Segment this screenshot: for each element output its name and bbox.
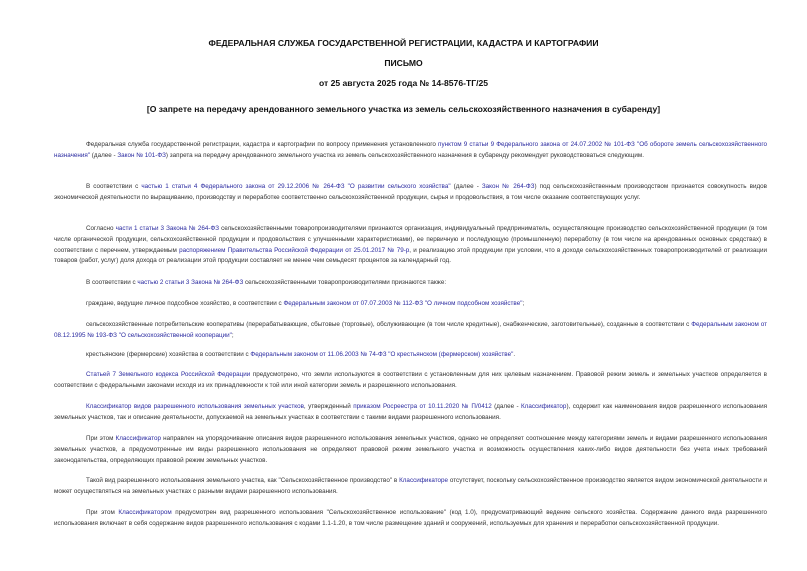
text: предусмотрен вид разрешенного использования "Сельскохозяйственное использование" (код 1.0), предусматривающий ведение сельского хозяйства. Содержание данного вида разрешенного использования включает в себя содержание видов разрешенного использования с кодами 1.1-1.20, в том числе размещение зданий и сооружений, используемых для хранения и переработки сельскохозяйственной продукции.	[54, 509, 767, 527]
text: сельскохозяйственными товаропроизводителями признаются также:	[243, 279, 447, 286]
text: сельскохозяйственными товаропроизводителями признаются организация, индивидуальный предприниматель, осуществляющие производство сельскохозяйственной продукции (в том числе органической продукции, сельскохозяйственной продукции и продовольствия с улучшенными характеристиками), ее первичную и последующую (промышленную) переработку (в том числе на арендованных основных средствах) в соответствии с перечнем, утверждаемым	[54, 225, 767, 254]
link-government-order-79r[interactable]: распоряжением Правительства Российской Федерации от 25.01.2017 № 79-р	[179, 246, 410, 254]
link-classifier[interactable]: Классификатором	[118, 509, 172, 516]
link-classifier[interactable]: Классификатор видов разрешенного использования земельных участков	[86, 403, 304, 410]
text: При этом	[86, 435, 116, 442]
paragraph-4	[54, 278, 767, 289]
paragraph-3	[54, 224, 767, 267]
text: ;	[522, 300, 525, 307]
text: .	[513, 351, 516, 358]
link-law-264-fz-art3-part2[interactable]: частью 2 статьи 3 Закона № 264-ФЗ	[137, 279, 244, 286]
paragraph-10	[54, 434, 767, 466]
text: Такой вид разрешенного использования земельного участка, как "Сельскохозяйственное производство" в	[86, 477, 400, 484]
text: ) запрета на передачу арендованного земельного участка из земель сельскохозяйственного назначения в субаренду рекомендует руководствоваться следующим.	[165, 151, 644, 159]
paragraph-12	[54, 508, 767, 530]
text: предусмотрено, что земли используются в соответствии с установленным для них целевым назначением. Правовой режим земель и земельных участков определяется в соответствии с федеральными законами исходя из их принадлежности к той или иной категории земель и разрешенного использования.	[54, 371, 767, 389]
paragraph-6	[54, 320, 767, 342]
text: , утвержденный	[303, 403, 354, 410]
link-law-264-fz[interactable]: Закон № 264-ФЗ	[481, 183, 535, 190]
paragraph-11	[54, 476, 767, 498]
link-law-74-fz[interactable]: Федеральным законом от 11.06.2003 № 74-ФЗ "О крестьянском (фермерском) хозяйстве"	[250, 351, 514, 358]
text: граждане, ведущие личное подсобное хозяйство, в соответствии с	[86, 300, 284, 307]
text: В соответствии с	[86, 279, 138, 286]
text: отсутствует, поскольку сельскохозяйственное производство является видом экономической деятельности и может осуществляться на земельных участках с разными видами разрешенного использования.	[54, 477, 768, 495]
link-law-101-fz-art9[interactable]: пунктом 9 статьи 9 Федерального закона от 24.07.2002 № 101-ФЗ "Об обороте земель сельскохозяйственного назначения"	[54, 141, 767, 159]
paragraph-1	[54, 140, 767, 162]
link-classifier[interactable]: Классификатор	[115, 435, 161, 442]
paragraph-5	[54, 299, 767, 310]
text: , и реализацию этой продукции при условии, что в доходе сельскохозяйственных товаропроизводителей от реализации товаров (работ, услуг) доля дохода от реализации этой продукции составляет не менее чем семьдесят процентов за календарный год.	[54, 246, 767, 265]
document-subject: [О запрете на передачу арендованного земельного участка из земель сельскохозяйственного назначения в субаренду]	[146, 104, 661, 114]
text: ), содержит как наименования видов разрешенного использования земельных участков, так и описание деятельности, допускаемой на земельных участках в соответствии с такими видами разрешенного использования.	[54, 403, 768, 421]
paragraph-8	[54, 370, 767, 392]
text: крестьянские (фермерские) хозяйства в соответствии с	[86, 351, 251, 358]
text: (далее -	[491, 403, 521, 410]
link-law-193-fz[interactable]: Федеральным законом от 08.12.1995 № 193-ФЗ "О сельскохозяйственной кооперации"	[54, 321, 768, 339]
agency-name: ФЕДЕРАЛЬНАЯ СЛУЖБА ГОСУДАРСТВЕННОЙ РЕГИСТРАЦИИ, КАДАСТРА И КАРТОГРАФИИ	[208, 38, 599, 48]
link-rosreestr-order[interactable]: приказом Росреестра от 10.11.2020 № П/0412	[353, 403, 492, 410]
text: сельскохозяйственные потребительские кооперативы (перерабатывающие, сбытовые (торговые), обслуживающие (в том числе кредитные), снабженческие, заготовительные), созданные в соответствии с	[86, 321, 692, 328]
link-classifier[interactable]: Классификаторе	[399, 477, 449, 484]
document-date-number: от 25 августа 2025 года № 14-8576-ТГ/25	[318, 78, 489, 88]
paragraph-2	[54, 182, 767, 204]
paragraph-9	[54, 402, 767, 424]
link-law-112-fz[interactable]: Федеральным законом от 07.07.2003 № 112-ФЗ "О личном подсобном хозяйстве"	[283, 300, 523, 307]
text: направлен на упорядочивание описания видов разрешенного использования земельных участков, однако не определяет соотношение между категориями земель и видами разрешенного использования земельных участков, а предусмотренные им виды разрешенного использования не определяют правовой режим земельного участка и возможность осуществления каких-либо видов деятельности без учета иных требований законодательства, определяющих правовой режим земельных участков.	[54, 435, 767, 464]
text: (далее -	[450, 183, 482, 190]
link-law-264-fz-art3-part1[interactable]: части 1 статьи 3 Закона № 264-ФЗ	[115, 225, 220, 232]
text: Федеральная служба государственной регистрации, кадастра и картографии по вопросу применения установленного	[86, 141, 439, 148]
text: ) под сельскохозяйственным производством признается совокупность видов экономической деятельности по выращиванию, производству и переработке соответственно сельскохозяйственной продукции, сырья и продовольствия, в том числе оказание соответствующих услуг.	[54, 183, 768, 201]
link-classifier-short[interactable]: Классификатор	[521, 403, 567, 410]
text: В соответствии с	[86, 183, 142, 190]
text: (далее -	[90, 151, 118, 159]
link-land-code-art7[interactable]: Статьей 7 Земельного кодекса Российской Федерации	[86, 371, 251, 378]
paragraph-7	[54, 350, 767, 361]
text: При этом	[86, 509, 119, 516]
document-type: ПИСЬМО	[384, 58, 423, 68]
link-law-101-fz[interactable]: Закон № 101-ФЗ	[117, 151, 166, 159]
link-law-264-fz-art4[interactable]: частью 1 статьи 4 Федерального закона от 29.12.2006 № 264-ФЗ "О развитии сельского хозяйства"	[141, 183, 451, 190]
text: ;	[231, 331, 234, 339]
text: Согласно	[86, 225, 116, 232]
